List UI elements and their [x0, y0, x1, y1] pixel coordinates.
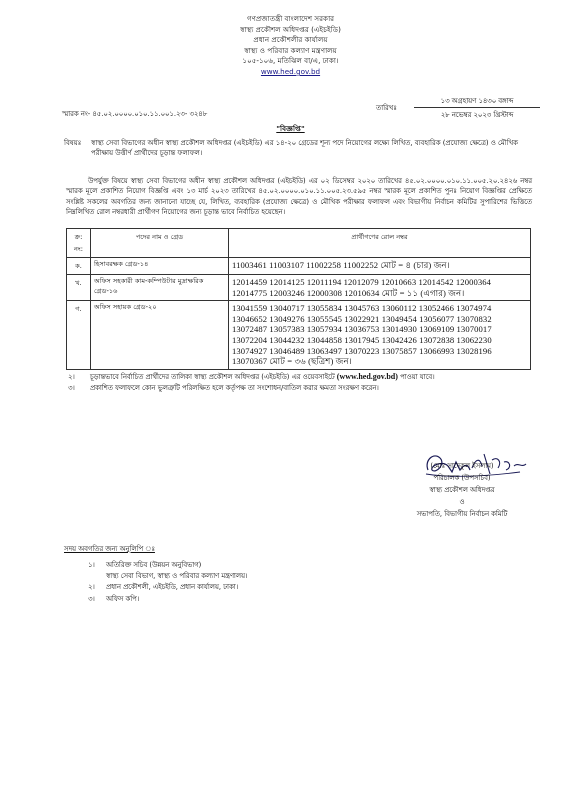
notice-title: "বিজ্ঞপ্তি": [276, 124, 305, 133]
note-text-end: পাওয়া যাবে।: [400, 373, 435, 381]
table-header-row: [67, 229, 531, 258]
ministry-name: স্বাস্থ্য ও পরিবার কল্যাণ মন্ত্রণালয়: [244, 45, 337, 55]
copy-list: [88, 560, 468, 605]
row-rolls: 13041559 13040717 13055834 13045763 13060112 13052466 13074974 13046652 13049276 13055545 13022921 13049454 13056077 13070832 13072487 13057383 13057934 13036753 13014930 13069109 13070017 13072204 13044232 13044858 13017945 13042426 13072838 13062230 13074927 13046489 13063497 13070223 13075857 13066993 13028196 13070367 মোট = ৩৬ (ছত্রিশ) জন।: [229, 301, 531, 370]
table-row: [67, 258, 531, 275]
list-item: [88, 582, 468, 593]
note-text: প্রকাশিত ফলাফলে কোন ভুলত্রুটি পরিলক্ষিত হলে কর্তৃপক্ষ তা সংশোধন/বাতিল করার ক্ষমতা সংরক্ষণ করেন।: [90, 383, 379, 392]
signatory-name: (মোঃ সাদেকুল ইসলাম): [430, 462, 494, 470]
table-row: [67, 275, 531, 301]
signatory-committee: সভাপতি, বিভাগীয় নির্বাচন কমিটি: [416, 510, 508, 518]
row-rolls: 11003461 11003107 11002258 11002252 মোট = ৪ (চার) জন।: [229, 258, 531, 275]
memo-number: স্মারক নং- ৪৫.০২.০০০০.০১০.১১.০০১.২৩- ৩২৪৮: [62, 110, 208, 118]
row-serial: ক.: [67, 258, 91, 275]
col-post: পদের নাম ও গ্রেড: [91, 229, 229, 258]
row-rolls: 12014459 12014125 12011194 12012079 12010663 12014542 12000364 12014775 12003246 12000308 12010634 মোট = ১১ (এগার) জন।: [229, 275, 531, 301]
copy-number: ৩।: [88, 594, 95, 603]
row-post: অফিস সহায়ক গ্রেড-২০: [91, 301, 229, 370]
copy-line: প্রধান প্রকৌশলী, এইচইডি, প্রধান কার্যালয়, ঢাকা।: [106, 583, 239, 592]
row-serial: গ.: [67, 301, 91, 370]
copy-line: অতিরিক্ত সচিব (উন্নয়ন অনুবিভাগ): [106, 561, 202, 569]
signatory-designation: পরিচালক (উপসচিব): [433, 474, 491, 482]
subject-label: বিষয়ঃ: [64, 139, 82, 147]
date-english: ২৮ নভেম্বর ২০২৩ খ্রিস্টাব্দ: [440, 111, 514, 119]
website-ref[interactable]: (www.hed.gov.bd): [336, 372, 398, 381]
note-text: চূড়ান্তভাবে নির্বাচিত প্রার্থীদের তালিকা স্বাস্থ্য প্রকৌশল অধিদপ্তর (এইচইডি) এর ওয়েবসাইটে: [90, 373, 335, 381]
website-link[interactable]: www.hed.gov.bd: [260, 66, 321, 76]
notes: [68, 372, 540, 394]
letterhead: [0, 14, 581, 78]
body-paragraph: উপর্যুক্ত বিষয়ে স্বাস্থ্য সেবা বিভাগের অধীন স্বাস্থ্য প্রকৌশল অধিদপ্তর (এইচইডি) এর ০২ ডিসেম্বর ২০২০ তারিখের ৪৫.০২.০০০০.০১০.১১.০০৫.২০.২৪২৬ নম্বর স্মারক মূলে প্রকাশিত নিয়োগ বিজ্ঞপ্তি এবং ১৩ মার্চ ২০২৩ তারিখের ৪৫.০২.০০০০.০১০.১১.০০৫.২৩.৫৯৫ নম্বর স্মারক মূলে প্রকাশিত পুনঃ নিয়োগ বিজ্ঞপ্তির প্রেক্ষিতে সংশ্লিষ্ট সকলের অবগতির জন্য জানানো যাচ্ছে যে, লিখিত, ব্যবহারিক (প্রযোজ্য ক্ষেত্রে) ও মৌখিক পরীক্ষার ফলাফল এবং বিভাগীয় নির্বাচন কমিটির সুপারিশের ভিত্তিতে নিম্নলিখিত রোল নম্বরধারী প্রার্থীগণ নিয়োগের জন্য চূড়ান্ত ভাবে নির্বাচিত হয়েছেন।: [66, 177, 532, 217]
copy-line: স্বাস্থ্য সেবা বিভাগ, স্বাস্থ্য ও পরিবার কল্যাণ মন্ত্রণালয়।: [106, 572, 248, 581]
col-rolls: প্রার্থীগণের রোল নম্বর: [229, 229, 531, 258]
copy-number: ১।: [88, 561, 95, 569]
list-item: [88, 594, 468, 605]
department-name: স্বাস্থ্য প্রকৌশল অধিদপ্তর (এইচইডি): [240, 24, 341, 34]
row-post: হিসাবরক্ষক গ্রেড-১৪: [91, 258, 229, 275]
roll-number-table: [66, 228, 531, 370]
subject: [64, 138, 534, 158]
signatory-and: ও: [459, 498, 465, 506]
office-name: প্রধান প্রকৌশলীর কার্যালয়: [253, 35, 328, 45]
date-label: তারিখঃ: [376, 104, 397, 112]
date-bangla: ১৩ অগ্রহায়ণ ১৪৩০ বঙ্গাব্দ: [414, 95, 540, 108]
row-serial: খ.: [67, 275, 91, 301]
subject-text: স্বাস্থ্য সেবা বিভাগের অধীন স্বাস্থ্য প্রকৌশল অধিদপ্তর (এইচইডি) এর ১৪-২০ গ্রেডের শূন্য পদে নিয়োগের লক্ষ্যে লিখিত, ব্যবহারিক (প্রযোজ্য ক্ষেত্রে) ও মৌখিক পরীক্ষায় উত্তীর্ণ প্রার্থীদের চূড়ান্ত ফলাফল।: [91, 139, 518, 157]
note-item: [68, 372, 540, 383]
table-row: [67, 301, 531, 370]
office-address: ১০৫-১০৬, মতিঝিল বা/এ, ঢাকা।: [242, 56, 339, 66]
note-number: ২।: [68, 373, 75, 381]
signature-block: [382, 460, 542, 520]
copy-number: ২।: [88, 583, 95, 592]
copy-heading: সদয় অবগতির জন্য অনুলিপি ঃ: [64, 545, 155, 553]
note-number: ৩।: [68, 383, 75, 392]
govt-name: গণপ্রজাতন্ত্রী বাংলাদেশ সরকার: [246, 14, 335, 23]
note-item: [68, 383, 540, 394]
signatory-office: স্বাস্থ্য প্রকৌশল অধিদপ্তর: [429, 486, 495, 494]
copy-line: অফিস কপি।: [106, 594, 140, 603]
col-serial: ক্র: নং:: [67, 229, 91, 258]
row-post: অফিস সহকারী কাম-কম্পিউটার মুদ্রাক্ষরিক গ্রেড-১৬: [91, 275, 229, 301]
list-item: [88, 560, 468, 582]
